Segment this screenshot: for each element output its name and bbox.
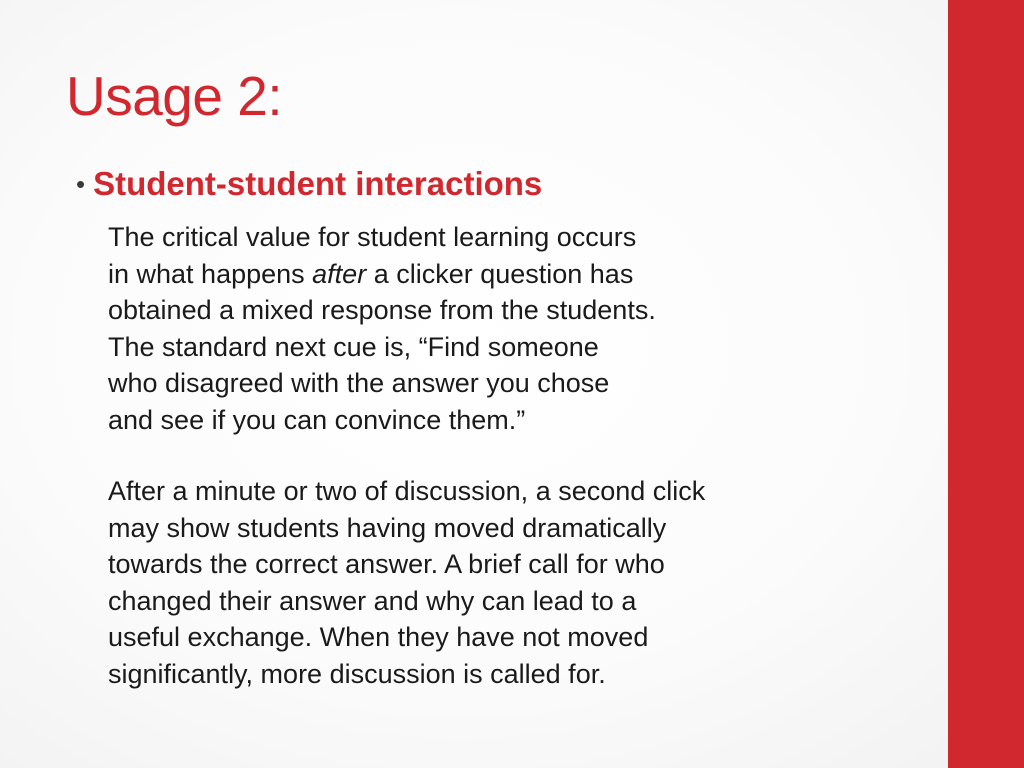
- paragraph-line: and see if you can convince them.”: [108, 404, 526, 435]
- paragraph-line: significantly, more discussion is called for.: [108, 658, 606, 689]
- slide-title: Usage 2:: [66, 65, 283, 127]
- paragraph-line: towards the correct answer. A brief call for who: [108, 549, 665, 579]
- paragraph-line: [108, 256, 656, 293]
- bullet-heading: Student-student interactions: [93, 165, 543, 202]
- paragraph-line: useful exchange. When they have not moved: [108, 622, 649, 652]
- paragraph-2: [108, 473, 705, 692]
- paragraph-line: obtained a mixed response from the students.: [108, 295, 656, 325]
- bullet-item: [76, 162, 542, 206]
- emphasis-text: after: [312, 258, 367, 289]
- text-run: in what happens: [108, 258, 313, 289]
- paragraph-line: The critical value for student learning occurs: [108, 222, 637, 252]
- paragraph-line: who disagreed with the answer you chose: [108, 368, 610, 398]
- text-run: a clicker question has: [366, 258, 634, 289]
- bullet-dot-icon: •: [76, 169, 86, 199]
- accent-bar: [948, 0, 1024, 768]
- paragraph-1: [108, 219, 656, 438]
- paragraph-line: After a minute or two of discussion, a second click: [108, 476, 706, 506]
- paragraph-line: may show students having moved dramatically: [108, 512, 667, 543]
- paragraph-line: changed their answer and why can lead to a: [108, 585, 637, 616]
- paragraph-line: The standard next cue is, “Find someone: [108, 331, 599, 362]
